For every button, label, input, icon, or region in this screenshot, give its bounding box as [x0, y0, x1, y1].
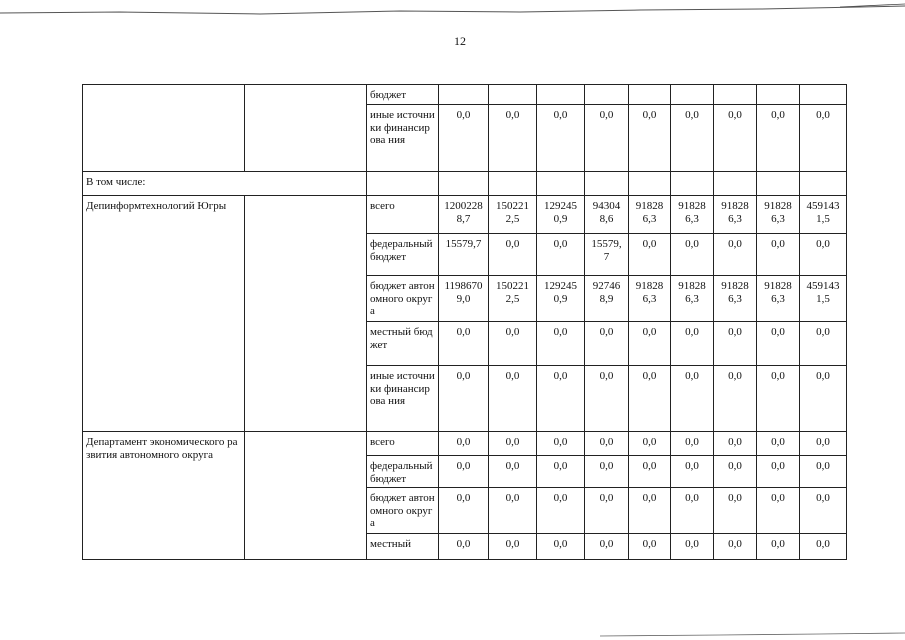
- value-cell: 459143 1,5: [800, 276, 847, 322]
- value-cell: 0,0: [800, 322, 847, 366]
- table-row: [83, 85, 847, 105]
- value-cell: 0,0: [585, 366, 629, 432]
- value-cell: [757, 85, 800, 105]
- value-cell: 0,0: [629, 534, 671, 560]
- value-cell: 1198670 9,0: [439, 276, 489, 322]
- value-cell: 0,0: [629, 105, 671, 172]
- value-cell: 0,0: [800, 456, 847, 488]
- value-cell: [439, 85, 489, 105]
- page-number: 12: [454, 34, 466, 48]
- value-cell: [585, 85, 629, 105]
- value-cell: 15579, 7: [585, 234, 629, 276]
- value-cell: 0,0: [489, 105, 537, 172]
- value-cell: 0,0: [629, 234, 671, 276]
- empty-cell: [585, 172, 629, 196]
- executor-cell: [245, 85, 367, 172]
- value-cell: 91828 6,3: [757, 276, 800, 322]
- empty-cell: [489, 172, 537, 196]
- value-cell: 150221 2,5: [489, 276, 537, 322]
- value-cell: 0,0: [489, 366, 537, 432]
- value-cell: 0,0: [439, 432, 489, 456]
- value-cell: 0,0: [489, 432, 537, 456]
- value-cell: 0,0: [585, 105, 629, 172]
- empty-cell: [714, 172, 757, 196]
- value-cell: 0,0: [671, 105, 714, 172]
- value-cell: 0,0: [585, 432, 629, 456]
- value-cell: 0,0: [439, 366, 489, 432]
- value-cell: 0,0: [714, 456, 757, 488]
- value-cell: 0,0: [439, 534, 489, 560]
- value-cell: 0,0: [714, 105, 757, 172]
- funding-source-cell: федеральный бюджет: [367, 456, 439, 488]
- value-cell: 0,0: [714, 534, 757, 560]
- value-cell: 0,0: [714, 234, 757, 276]
- value-cell: 0,0: [714, 322, 757, 366]
- value-cell: 91828 6,3: [671, 196, 714, 234]
- value-cell: 0,0: [439, 105, 489, 172]
- value-cell: 0,0: [489, 234, 537, 276]
- value-cell: 0,0: [800, 234, 847, 276]
- table-row: [83, 432, 847, 456]
- budget-table: [82, 84, 847, 560]
- value-cell: 129245 0,9: [537, 276, 585, 322]
- funding-source-cell: федеральный бюджет: [367, 234, 439, 276]
- organization-cell: Депинформтехнологий Югры: [83, 196, 245, 432]
- value-cell: 91828 6,3: [714, 276, 757, 322]
- empty-cell: [367, 172, 439, 196]
- value-cell: [489, 85, 537, 105]
- funding-source-cell: местный бюджет: [367, 322, 439, 366]
- value-cell: 0,0: [629, 432, 671, 456]
- funding-source-cell: иные источники финансирова ния: [367, 366, 439, 432]
- value-cell: 0,0: [671, 456, 714, 488]
- value-cell: 0,0: [439, 456, 489, 488]
- organization-cell: Департамент экономического развития автономного округа: [83, 432, 245, 560]
- value-cell: 0,0: [537, 322, 585, 366]
- value-cell: 0,0: [757, 456, 800, 488]
- value-cell: 0,0: [757, 488, 800, 534]
- funding-source-cell: бюджет: [367, 85, 439, 105]
- value-cell: 91828 6,3: [629, 276, 671, 322]
- value-cell: 0,0: [671, 488, 714, 534]
- value-cell: 0,0: [629, 322, 671, 366]
- value-cell: 0,0: [629, 366, 671, 432]
- value-cell: 0,0: [489, 456, 537, 488]
- value-cell: 0,0: [714, 366, 757, 432]
- value-cell: 0,0: [489, 488, 537, 534]
- empty-cell: [671, 172, 714, 196]
- value-cell: 0,0: [537, 105, 585, 172]
- value-cell: 91828 6,3: [714, 196, 757, 234]
- value-cell: 0,0: [537, 366, 585, 432]
- value-cell: 1200228 8,7: [439, 196, 489, 234]
- funding-source-cell: всего: [367, 432, 439, 456]
- value-cell: 0,0: [585, 322, 629, 366]
- value-cell: 0,0: [757, 234, 800, 276]
- value-cell: 0,0: [757, 534, 800, 560]
- value-cell: 0,0: [800, 488, 847, 534]
- value-cell: 0,0: [585, 456, 629, 488]
- funding-source-cell: бюджет автономного округа: [367, 488, 439, 534]
- value-cell: 0,0: [757, 432, 800, 456]
- executor-cell: [245, 432, 367, 560]
- value-cell: [800, 85, 847, 105]
- value-cell: 0,0: [629, 456, 671, 488]
- funding-source-cell: бюджет автономного округа: [367, 276, 439, 322]
- value-cell: 92746 8,9: [585, 276, 629, 322]
- section-label: В том числе:: [83, 172, 367, 196]
- value-cell: [537, 85, 585, 105]
- value-cell: 0,0: [671, 366, 714, 432]
- value-cell: 94304 8,6: [585, 196, 629, 234]
- value-cell: 0,0: [800, 105, 847, 172]
- empty-cell: [757, 172, 800, 196]
- organization-cell: [83, 85, 245, 172]
- value-cell: 0,0: [489, 322, 537, 366]
- value-cell: 0,0: [800, 534, 847, 560]
- value-cell: 91828 6,3: [757, 196, 800, 234]
- value-cell: 459143 1,5: [800, 196, 847, 234]
- value-cell: 0,0: [714, 488, 757, 534]
- value-cell: 150221 2,5: [489, 196, 537, 234]
- budget-table-body: [83, 85, 847, 560]
- empty-cell: [439, 172, 489, 196]
- value-cell: 0,0: [537, 432, 585, 456]
- value-cell: 0,0: [671, 432, 714, 456]
- value-cell: 0,0: [439, 488, 489, 534]
- value-cell: 0,0: [537, 534, 585, 560]
- value-cell: 129245 0,9: [537, 196, 585, 234]
- funding-source-cell: всего: [367, 196, 439, 234]
- executor-cell: [245, 196, 367, 432]
- value-cell: 0,0: [489, 534, 537, 560]
- value-cell: 0,0: [671, 234, 714, 276]
- value-cell: 0,0: [800, 366, 847, 432]
- value-cell: 0,0: [800, 432, 847, 456]
- value-cell: 91828 6,3: [629, 196, 671, 234]
- scan-edge-top: [0, 3, 905, 17]
- value-cell: 15579,7: [439, 234, 489, 276]
- funding-source-cell: местный: [367, 534, 439, 560]
- funding-source-cell: иные источники финансирова ния: [367, 105, 439, 172]
- value-cell: 0,0: [671, 534, 714, 560]
- value-cell: 0,0: [537, 234, 585, 276]
- value-cell: [629, 85, 671, 105]
- value-cell: 0,0: [585, 534, 629, 560]
- empty-cell: [629, 172, 671, 196]
- value-cell: 0,0: [585, 488, 629, 534]
- value-cell: 0,0: [439, 322, 489, 366]
- scan-edge-bottom: [600, 630, 905, 640]
- value-cell: 0,0: [537, 488, 585, 534]
- value-cell: 0,0: [537, 456, 585, 488]
- table-row: [83, 196, 847, 234]
- empty-cell: [800, 172, 847, 196]
- value-cell: 0,0: [671, 322, 714, 366]
- empty-cell: [537, 172, 585, 196]
- value-cell: 0,0: [757, 105, 800, 172]
- value-cell: 0,0: [757, 322, 800, 366]
- value-cell: [671, 85, 714, 105]
- value-cell: 0,0: [757, 366, 800, 432]
- value-cell: 0,0: [714, 432, 757, 456]
- value-cell: 91828 6,3: [671, 276, 714, 322]
- value-cell: [714, 85, 757, 105]
- value-cell: 0,0: [629, 488, 671, 534]
- table-row: [83, 172, 847, 196]
